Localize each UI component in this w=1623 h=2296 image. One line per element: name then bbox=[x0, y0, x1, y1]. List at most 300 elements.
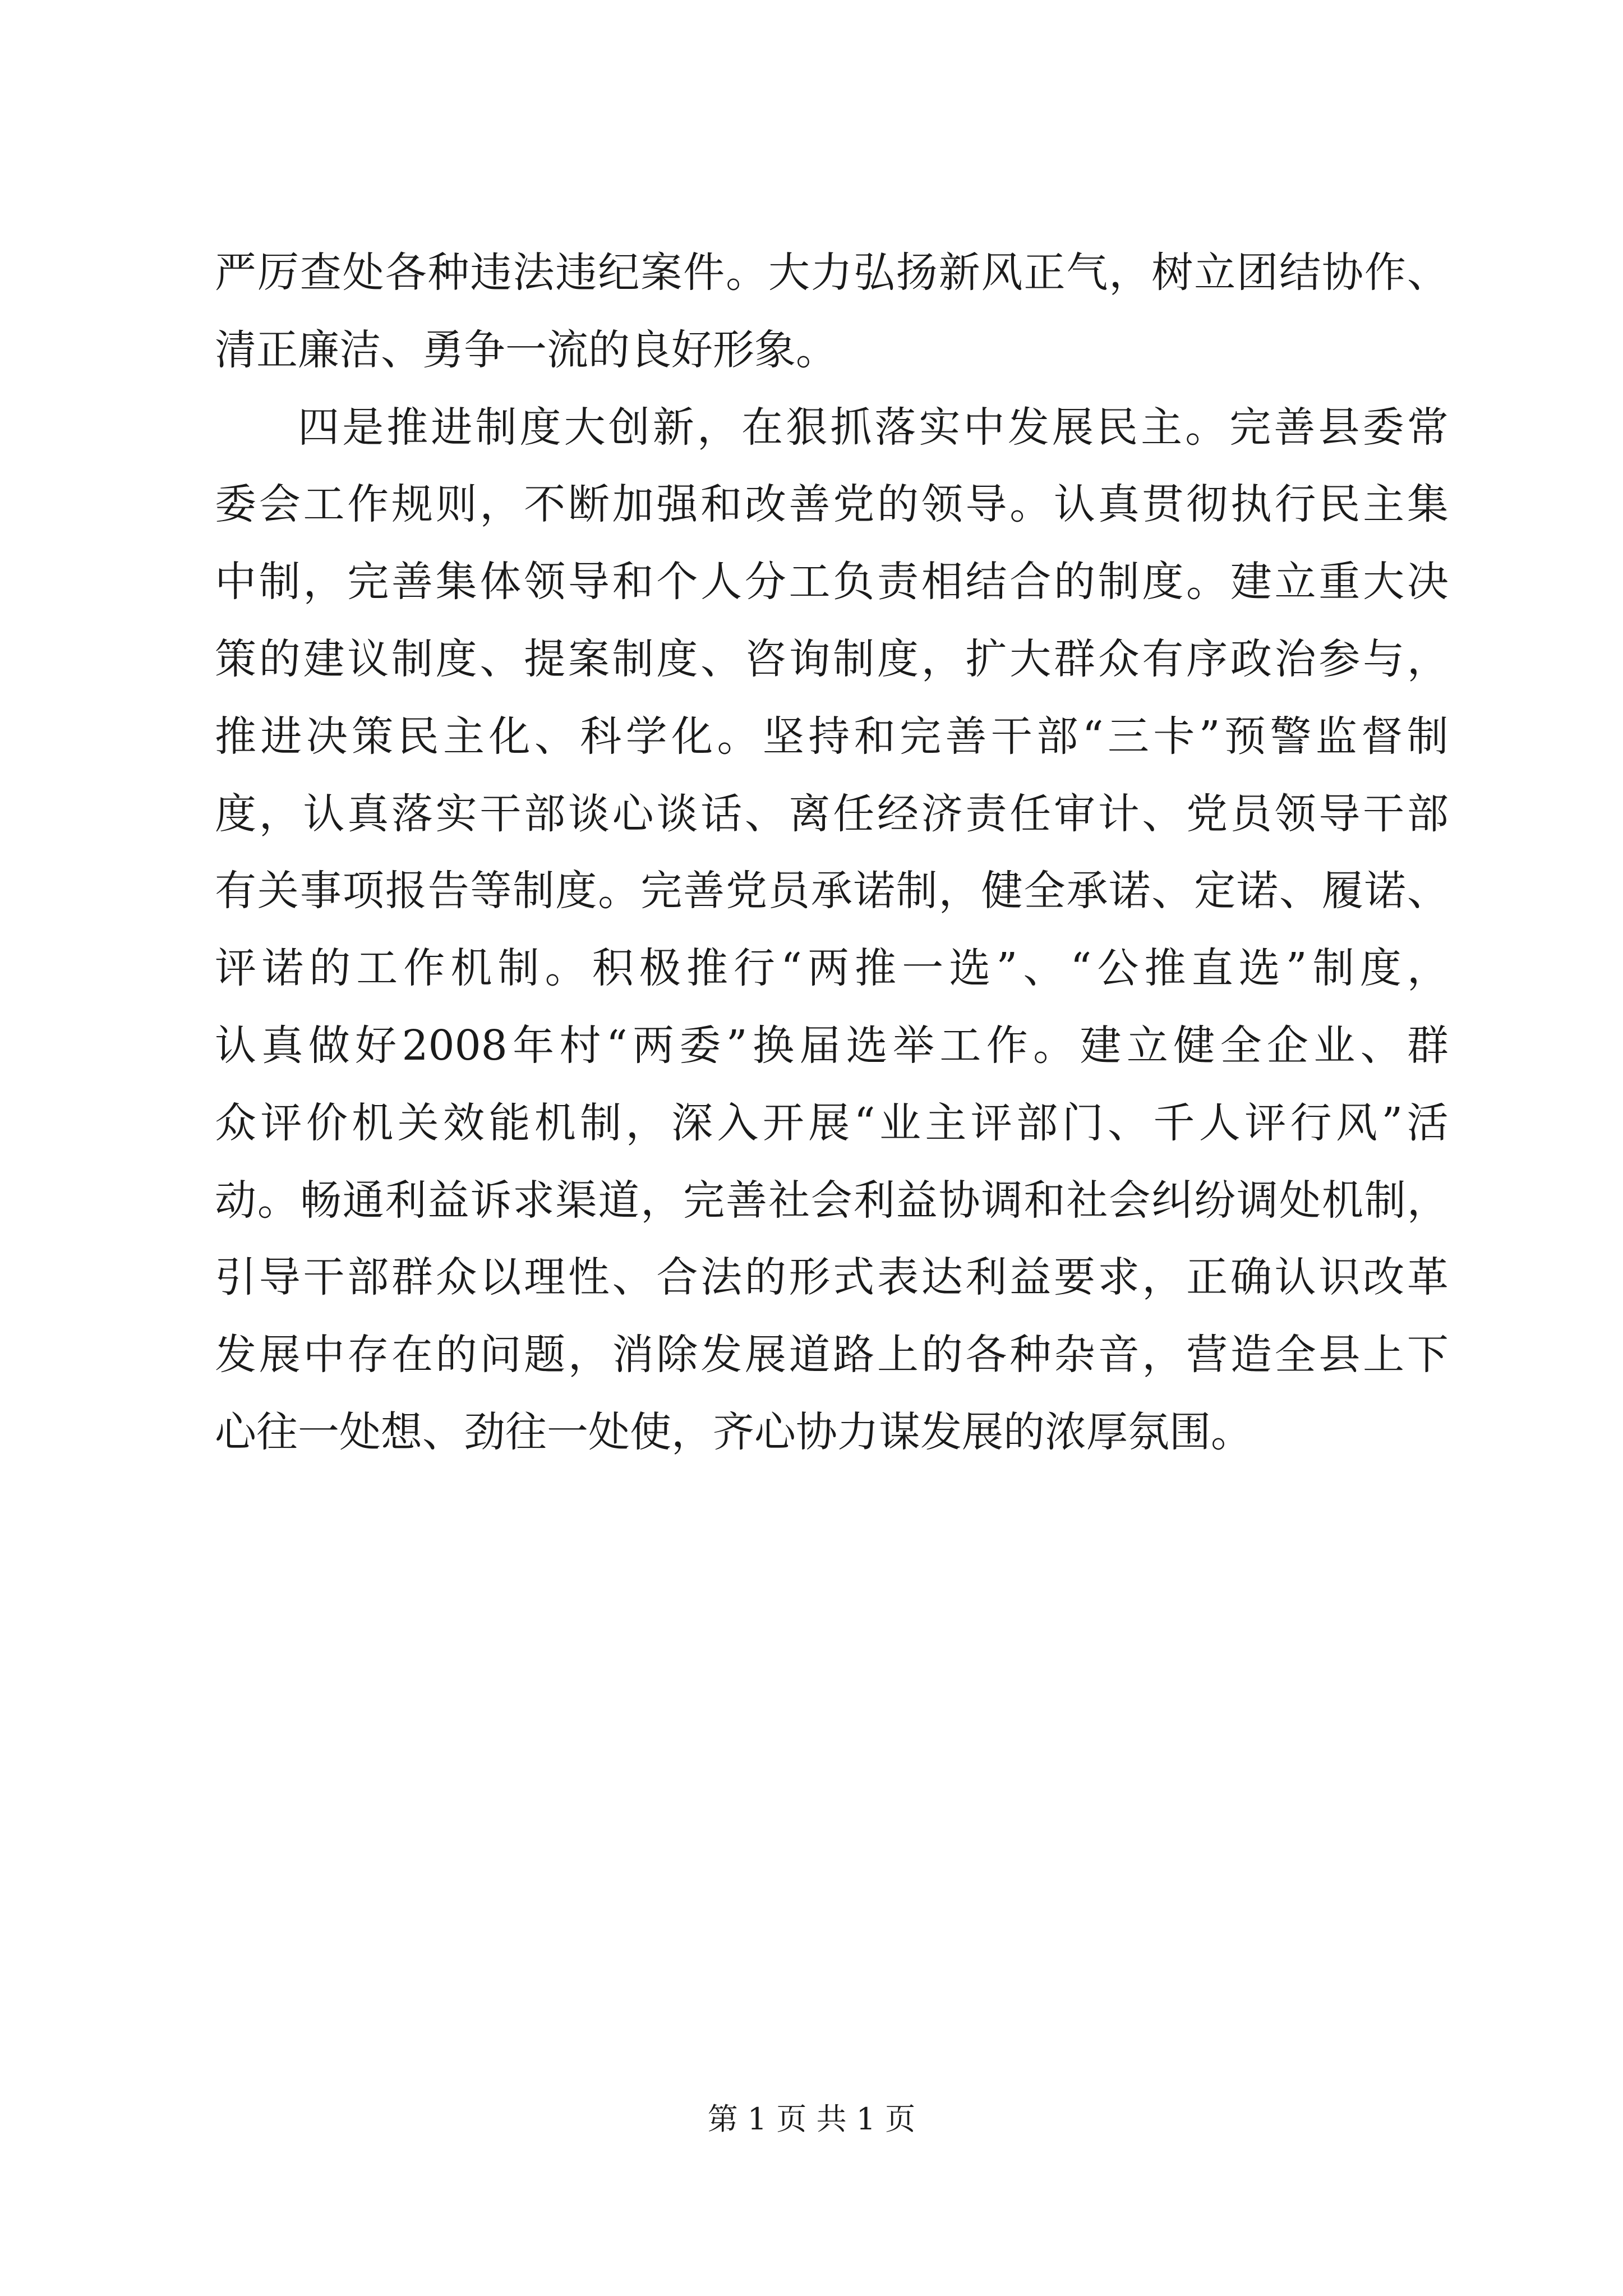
glyph: ” bbox=[726, 1021, 748, 1070]
glyph: 党 bbox=[1186, 789, 1228, 838]
glyph: 、 bbox=[1407, 249, 1449, 297]
glyph: 纷 bbox=[1194, 1176, 1236, 1225]
glyph: 部 bbox=[1407, 789, 1449, 838]
text-line bbox=[215, 930, 1449, 1007]
glyph: 责 bbox=[965, 789, 1007, 838]
glyph: 查 bbox=[299, 249, 342, 297]
glyph: ” bbox=[996, 944, 1018, 993]
glyph: 达 bbox=[921, 1253, 963, 1302]
text-line bbox=[215, 621, 1449, 698]
glyph: 善 bbox=[945, 712, 987, 761]
glyph: 改 bbox=[744, 480, 786, 529]
glyph: 完 bbox=[640, 867, 683, 915]
glyph: 的 bbox=[259, 634, 301, 683]
glyph: 有 bbox=[215, 867, 256, 915]
glyph: 集 bbox=[1407, 480, 1449, 529]
glyph: 制 bbox=[1312, 944, 1354, 993]
glyph: 体 bbox=[479, 558, 522, 606]
glyph: 评 bbox=[215, 944, 256, 993]
glyph: 作 bbox=[1364, 249, 1406, 297]
glyph: 利 bbox=[965, 1253, 1007, 1302]
glyph: 利 bbox=[385, 1176, 427, 1225]
glyph: 话 bbox=[700, 789, 743, 838]
glyph: 营 bbox=[1186, 1331, 1228, 1379]
glyph: 诺 bbox=[1364, 867, 1406, 915]
glyph: 制 bbox=[1098, 558, 1140, 606]
glyph: 在 bbox=[391, 1331, 433, 1379]
glyph: 员 bbox=[1230, 789, 1272, 838]
glyph: 道 bbox=[789, 1331, 831, 1379]
glyph: 全 bbox=[1274, 1331, 1316, 1379]
glyph: 干 bbox=[990, 712, 1032, 761]
glyph: 任 bbox=[1009, 789, 1052, 838]
glyph: 选 bbox=[846, 1021, 888, 1070]
page-footer: 第 1 页 共 1 页 bbox=[707, 2101, 916, 2137]
glyph: ” bbox=[1198, 712, 1220, 761]
glyph: “ bbox=[781, 944, 802, 993]
glyph: 、 bbox=[700, 634, 743, 683]
glyph: 众 bbox=[1098, 634, 1140, 683]
glyph: 警 bbox=[1270, 712, 1312, 761]
glyph: 。 bbox=[717, 712, 759, 761]
glyph: 诉 bbox=[470, 1176, 512, 1225]
glyph: 认 bbox=[303, 789, 345, 838]
glyph: 力 bbox=[810, 249, 852, 297]
glyph: 个 bbox=[656, 558, 698, 606]
glyph: 立 bbox=[1126, 1021, 1168, 1070]
glyph: 、 bbox=[1142, 789, 1184, 838]
glyph: 纪 bbox=[598, 249, 640, 297]
text-line bbox=[215, 1317, 1449, 1394]
glyph: 等 bbox=[470, 867, 512, 915]
glyph: 主 bbox=[443, 712, 485, 761]
glyph: 推 bbox=[386, 403, 428, 452]
glyph: 做 bbox=[308, 1021, 350, 1070]
glyph: 善 bbox=[789, 480, 831, 529]
glyph: 真 bbox=[347, 789, 389, 838]
glyph: 上 bbox=[1363, 1331, 1405, 1379]
glyph: 监 bbox=[1315, 712, 1357, 761]
glyph: 定 bbox=[1194, 867, 1236, 915]
glyph: 和 bbox=[854, 712, 896, 761]
glyph: 展 bbox=[1052, 403, 1094, 452]
glyph: 畅 bbox=[299, 1176, 342, 1225]
glyph: 进 bbox=[431, 403, 473, 452]
glyph: 集 bbox=[435, 558, 477, 606]
glyph: 不 bbox=[524, 480, 566, 529]
glyph: 众 bbox=[215, 1098, 256, 1147]
glyph: 负 bbox=[833, 558, 875, 606]
glyph: 风 bbox=[1336, 1098, 1377, 1147]
glyph: 案 bbox=[568, 634, 610, 683]
glyph: 立 bbox=[1194, 249, 1236, 297]
glyph: 件 bbox=[683, 249, 725, 297]
glyph: ， bbox=[625, 1098, 667, 1147]
glyph: 诺 bbox=[1237, 867, 1279, 915]
glyph: 学 bbox=[625, 712, 667, 761]
glyph: 决 bbox=[1407, 558, 1449, 606]
glyph: 督 bbox=[1361, 712, 1403, 761]
glyph: 。 bbox=[1009, 480, 1052, 529]
glyph: 实 bbox=[919, 403, 961, 452]
glyph: 执 bbox=[1230, 480, 1272, 529]
glyph: 推 bbox=[686, 944, 728, 993]
glyph: 善 bbox=[683, 867, 725, 915]
glyph: 认 bbox=[1053, 480, 1095, 529]
glyph: 以 bbox=[479, 1253, 522, 1302]
glyph: 立 bbox=[1274, 558, 1316, 606]
glyph: 事 bbox=[299, 867, 342, 915]
glyph: 合 bbox=[656, 1253, 698, 1302]
glyph: 决 bbox=[306, 712, 348, 761]
glyph: 动 bbox=[215, 1176, 256, 1225]
glyph: 彻 bbox=[1186, 480, 1228, 529]
glyph: 音 bbox=[1098, 1331, 1140, 1379]
glyph: 制 bbox=[896, 867, 938, 915]
glyph: 改 bbox=[1363, 1253, 1405, 1302]
glyph: 部 bbox=[1016, 1098, 1058, 1147]
glyph: 干 bbox=[303, 1253, 345, 1302]
glyph: 咨 bbox=[744, 634, 786, 683]
glyph: 。 bbox=[257, 1176, 299, 1225]
glyph: 度 bbox=[519, 403, 561, 452]
glyph: 理 bbox=[524, 1253, 566, 1302]
glyph: “ bbox=[1082, 712, 1104, 761]
glyph: 认 bbox=[1274, 1253, 1316, 1302]
glyph: 相 bbox=[921, 558, 963, 606]
glyph: 是 bbox=[342, 403, 384, 452]
glyph: 调 bbox=[1237, 1176, 1279, 1225]
glyph: 制 bbox=[833, 634, 875, 683]
glyph: 度 bbox=[656, 634, 698, 683]
glyph: ， bbox=[1142, 1253, 1184, 1302]
glyph: 违 bbox=[555, 249, 597, 297]
glyph: 度 bbox=[435, 634, 477, 683]
glyph: ， bbox=[1142, 1331, 1184, 1379]
glyph: ， bbox=[921, 634, 963, 683]
glyph: 重 bbox=[1318, 558, 1361, 606]
glyph: 、 bbox=[1107, 1098, 1149, 1147]
glyph: 道 bbox=[598, 1176, 640, 1225]
glyph: 。 bbox=[545, 944, 587, 993]
glyph: 制 bbox=[513, 867, 555, 915]
glyph: 落 bbox=[391, 789, 433, 838]
glyph: ， bbox=[303, 558, 345, 606]
glyph: 消 bbox=[612, 1331, 654, 1379]
glyph: 、 bbox=[744, 789, 786, 838]
glyph: 杂 bbox=[1053, 1331, 1095, 1379]
glyph: 。 bbox=[598, 867, 640, 915]
glyph: 众 bbox=[435, 1253, 477, 1302]
glyph: 项 bbox=[342, 867, 384, 915]
glyph: 各 bbox=[965, 1331, 1007, 1379]
glyph: 案 bbox=[640, 249, 683, 297]
glyph: 性 bbox=[568, 1253, 610, 1302]
glyph: 展 bbox=[259, 1331, 301, 1379]
glyph: 新 bbox=[652, 403, 694, 452]
glyph: 的 bbox=[921, 1331, 963, 1379]
glyph: ， bbox=[1109, 249, 1151, 297]
glyph: 发 bbox=[700, 1331, 743, 1379]
glyph: 极 bbox=[639, 944, 681, 993]
glyph: 深 bbox=[671, 1098, 713, 1147]
glyph: 断 bbox=[568, 480, 610, 529]
glyph: 狠 bbox=[786, 403, 828, 452]
glyph: 工 bbox=[356, 944, 398, 993]
glyph: 积 bbox=[592, 944, 634, 993]
glyph: 制 bbox=[259, 558, 301, 606]
glyph: 领 bbox=[1274, 789, 1316, 838]
glyph: 常 bbox=[1407, 403, 1449, 452]
glyph: 存 bbox=[347, 1331, 389, 1379]
glyph: 要 bbox=[1053, 1253, 1095, 1302]
text-line bbox=[215, 698, 1449, 776]
glyph: 作 bbox=[403, 944, 445, 993]
glyph: 谈 bbox=[568, 789, 610, 838]
glyph: ， bbox=[640, 1176, 683, 1225]
glyph: 策 bbox=[352, 712, 394, 761]
glyph: 入 bbox=[717, 1098, 759, 1147]
glyph: 推 bbox=[855, 944, 897, 993]
glyph: ， bbox=[259, 789, 301, 838]
text-line bbox=[215, 544, 1449, 621]
glyph: 的 bbox=[309, 944, 351, 993]
glyph: 预 bbox=[1224, 712, 1266, 761]
glyph: 工 bbox=[303, 480, 345, 529]
glyph: 气 bbox=[1066, 249, 1108, 297]
glyph: 建 bbox=[303, 634, 345, 683]
glyph: 经 bbox=[877, 789, 919, 838]
glyph: 认 bbox=[215, 1021, 256, 1070]
glyph: ， bbox=[1407, 634, 1449, 683]
glyph: 。 bbox=[1186, 558, 1228, 606]
glyph: 诺 bbox=[262, 944, 304, 993]
text-line: 心往一处想、劲往一处使，齐心协力谋发展的浓厚氛围。 bbox=[215, 1407, 1252, 1456]
glyph: 、 bbox=[612, 1253, 654, 1302]
glyph: 益 bbox=[427, 1176, 469, 1225]
glyph: 有 bbox=[1142, 634, 1184, 683]
glyph: 承 bbox=[1066, 867, 1108, 915]
glyph: 制 bbox=[580, 1098, 622, 1147]
glyph: 坚 bbox=[762, 712, 804, 761]
glyph: 群 bbox=[1053, 634, 1095, 683]
glyph: 民 bbox=[397, 712, 439, 761]
glyph: ， bbox=[697, 403, 739, 452]
glyph: 评 bbox=[1244, 1098, 1287, 1147]
glyph: 和 bbox=[612, 558, 654, 606]
glyph: 制 bbox=[391, 634, 433, 683]
glyph: 形 bbox=[789, 1253, 831, 1302]
glyph: 价 bbox=[306, 1098, 348, 1147]
glyph: 举 bbox=[893, 1021, 935, 1070]
glyph: 两 bbox=[633, 1021, 675, 1070]
glyph: 强 bbox=[656, 480, 698, 529]
glyph: 。 bbox=[1185, 403, 1227, 452]
glyph: 制 bbox=[1364, 1176, 1406, 1225]
glyph: 政 bbox=[1230, 634, 1272, 683]
glyph: “ bbox=[606, 1021, 628, 1070]
glyph: “ bbox=[1070, 944, 1092, 993]
glyph: 主 bbox=[1141, 403, 1183, 452]
glyph: 的 bbox=[744, 1253, 786, 1302]
glyph: 进 bbox=[260, 712, 302, 761]
glyph: 大 bbox=[1009, 634, 1052, 683]
glyph: 选 bbox=[1238, 944, 1280, 993]
glyph: 部 bbox=[347, 1253, 389, 1302]
glyph: 工 bbox=[939, 1021, 981, 1070]
glyph: 大 bbox=[768, 249, 810, 297]
glyph: 和 bbox=[700, 480, 743, 529]
glyph: 参 bbox=[1318, 634, 1361, 683]
glyph: 企 bbox=[1266, 1021, 1308, 1070]
glyph: 告 bbox=[427, 867, 469, 915]
glyph: 制 bbox=[475, 403, 517, 452]
glyph: 主 bbox=[1363, 480, 1405, 529]
glyph: 领 bbox=[921, 480, 963, 529]
glyph: 厉 bbox=[257, 249, 299, 297]
glyph: 种 bbox=[427, 249, 469, 297]
glyph: 主 bbox=[925, 1098, 967, 1147]
glyph: 会 bbox=[810, 1176, 852, 1225]
glyph: 作 bbox=[986, 1021, 1028, 1070]
glyph: 下 bbox=[1407, 1331, 1449, 1379]
glyph: 2008 bbox=[402, 1021, 508, 1070]
glyph: 履 bbox=[1321, 867, 1363, 915]
glyph: 换 bbox=[752, 1021, 794, 1070]
glyph: 度 bbox=[555, 867, 597, 915]
glyph: 完 bbox=[683, 1176, 725, 1225]
glyph: 违 bbox=[470, 249, 512, 297]
glyph: 健 bbox=[1173, 1021, 1215, 1070]
glyph: 部 bbox=[1036, 712, 1078, 761]
glyph: 创 bbox=[608, 403, 650, 452]
glyph: 、 bbox=[1151, 867, 1193, 915]
glyph: 大 bbox=[564, 403, 606, 452]
glyph: 正 bbox=[1186, 1253, 1228, 1302]
glyph: 员 bbox=[768, 867, 810, 915]
glyph: 、 bbox=[479, 634, 522, 683]
glyph: 开 bbox=[762, 1098, 804, 1147]
glyph: ” bbox=[1285, 944, 1307, 993]
glyph: 调 bbox=[981, 1176, 1023, 1225]
glyph: 导 bbox=[1318, 789, 1361, 838]
glyph: 行 bbox=[734, 944, 776, 993]
glyph: ， bbox=[568, 1331, 610, 1379]
glyph: 导 bbox=[965, 480, 1007, 529]
glyph: ， bbox=[938, 867, 980, 915]
glyph: 会 bbox=[259, 480, 301, 529]
glyph: 度 bbox=[877, 634, 919, 683]
glyph: 度 bbox=[215, 789, 256, 838]
glyph: 健 bbox=[981, 867, 1023, 915]
glyph: 离 bbox=[789, 789, 831, 838]
glyph: 党 bbox=[833, 480, 875, 529]
text-line: 清正廉洁、勇争一流的良好形象。 bbox=[215, 325, 837, 374]
glyph: 机 bbox=[352, 1098, 394, 1147]
glyph: 承 bbox=[810, 867, 852, 915]
glyph: 展 bbox=[744, 1331, 786, 1379]
glyph: 两 bbox=[808, 944, 850, 993]
glyph: 结 bbox=[965, 558, 1007, 606]
glyph: 活 bbox=[1407, 1098, 1449, 1147]
glyph: 工 bbox=[789, 558, 831, 606]
glyph: 扬 bbox=[896, 249, 938, 297]
glyph: 发 bbox=[215, 1331, 256, 1379]
glyph: 完 bbox=[347, 558, 389, 606]
glyph: 、 bbox=[1279, 867, 1321, 915]
glyph: 好 bbox=[355, 1021, 397, 1070]
glyph: 机 bbox=[1321, 1176, 1363, 1225]
text-line bbox=[215, 1162, 1449, 1240]
glyph: 益 bbox=[896, 1176, 938, 1225]
glyph: 通 bbox=[342, 1176, 384, 1225]
glyph: 化 bbox=[488, 712, 531, 761]
glyph: 审 bbox=[1053, 789, 1095, 838]
glyph: 。 bbox=[1033, 1021, 1075, 1070]
glyph: 直 bbox=[1191, 944, 1233, 993]
glyph: 卡 bbox=[1153, 712, 1195, 761]
glyph: 正 bbox=[1023, 249, 1066, 297]
text-line bbox=[215, 776, 1449, 853]
glyph: 化 bbox=[671, 712, 713, 761]
glyph: 革 bbox=[1407, 1253, 1449, 1302]
glyph: 求 bbox=[513, 1176, 555, 1225]
glyph: 抓 bbox=[830, 403, 872, 452]
glyph: 善 bbox=[726, 1176, 768, 1225]
glyph: 路 bbox=[833, 1331, 875, 1379]
glyph: 加 bbox=[612, 480, 654, 529]
glyph: 中 bbox=[215, 558, 256, 606]
glyph: 和 bbox=[1023, 1176, 1066, 1225]
glyph: 、 bbox=[1023, 944, 1065, 993]
glyph: 报 bbox=[385, 867, 427, 915]
glyph: 三 bbox=[1107, 712, 1149, 761]
glyph: 真 bbox=[1098, 480, 1140, 529]
glyph: 法 bbox=[513, 249, 555, 297]
glyph: 善 bbox=[1274, 403, 1316, 452]
glyph: 中 bbox=[963, 403, 1005, 452]
glyph: 人 bbox=[700, 558, 743, 606]
glyph: 纠 bbox=[1151, 1176, 1193, 1225]
glyph: 人 bbox=[1198, 1098, 1241, 1147]
glyph: 的 bbox=[435, 1331, 477, 1379]
glyph: 造 bbox=[1230, 1331, 1272, 1379]
text-line bbox=[215, 466, 1449, 544]
glyph: 导 bbox=[259, 1253, 301, 1302]
glyph: 千 bbox=[1153, 1098, 1195, 1147]
glyph: 确 bbox=[1230, 1253, 1272, 1302]
glyph: 弘 bbox=[853, 249, 895, 297]
glyph: 完 bbox=[1229, 403, 1271, 452]
text-line bbox=[215, 389, 1449, 467]
glyph: ” bbox=[1381, 1098, 1403, 1147]
glyph: 能 bbox=[488, 1098, 531, 1147]
glyph: 群 bbox=[1407, 1021, 1449, 1070]
glyph: 真 bbox=[261, 1021, 303, 1070]
glyph: 协 bbox=[1321, 249, 1363, 297]
glyph: 导 bbox=[568, 558, 610, 606]
glyph: 合 bbox=[1009, 558, 1052, 606]
glyph: 渠 bbox=[555, 1176, 597, 1225]
glyph: 社 bbox=[1066, 1176, 1108, 1225]
glyph: 年 bbox=[513, 1021, 555, 1070]
glyph: 树 bbox=[1151, 249, 1193, 297]
glyph: 议 bbox=[347, 634, 389, 683]
glyph: 全 bbox=[1220, 1021, 1262, 1070]
glyph: 益 bbox=[1009, 1253, 1052, 1302]
glyph: 谈 bbox=[656, 789, 698, 838]
glyph: 行 bbox=[1290, 1098, 1332, 1147]
